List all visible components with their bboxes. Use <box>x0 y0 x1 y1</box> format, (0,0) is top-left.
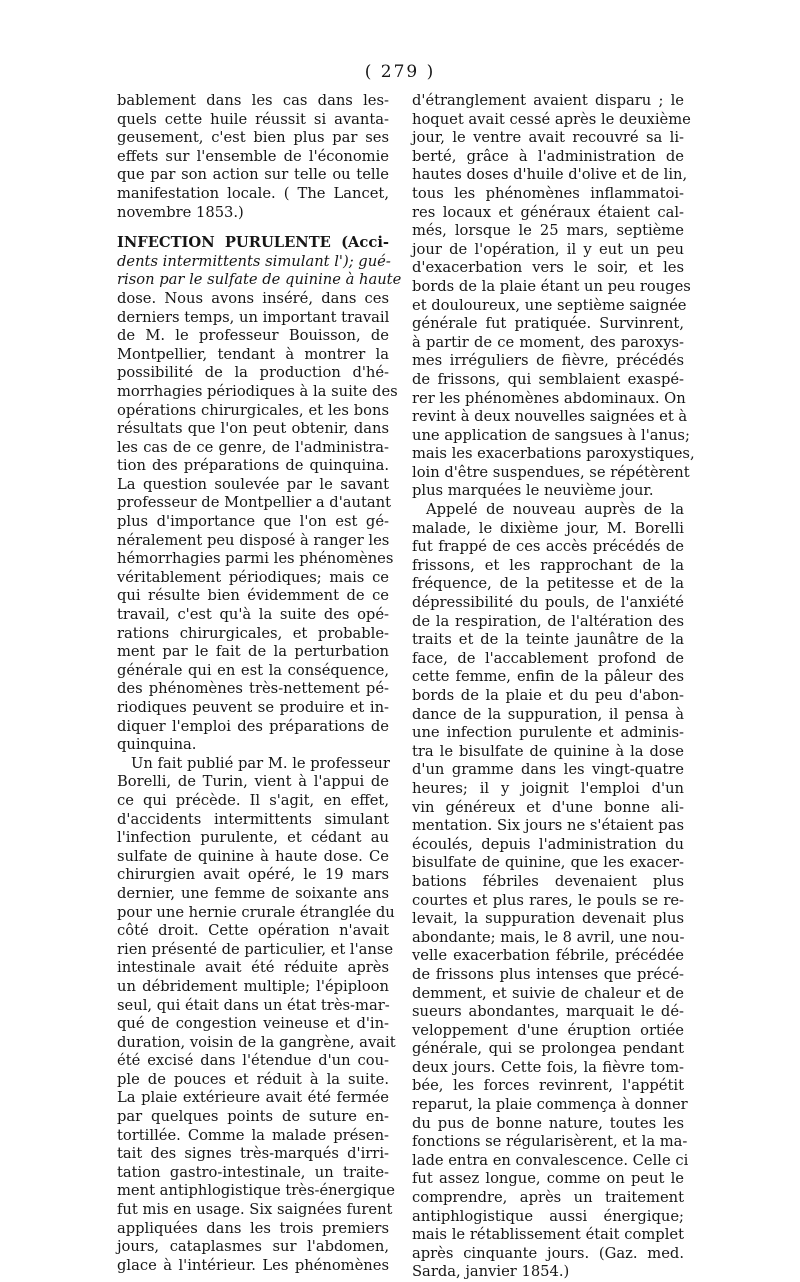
text-line: qué de congestion veineuse et d'in- <box>117 1015 389 1033</box>
text-line: chirurgien avait opéré, le 19 mars <box>117 866 389 884</box>
text-line: deux jours. Cette fois, la fièvre tom- <box>412 1058 684 1076</box>
text-line: écoulés, depuis l'administration du <box>412 835 684 853</box>
text-line: d'étranglement avaient disparu ; le <box>412 92 684 109</box>
text-line: abondante; mais, le 8 avril, une nou- <box>412 928 685 946</box>
text-line: novembre 1853.) <box>117 203 244 221</box>
text-line: revint à deux nouvelles saignées et à <box>412 408 688 426</box>
text-line: d'exacerbation vers le soir, et les <box>412 259 684 277</box>
text-line: res locaux et généraux étaient cal- <box>412 203 684 221</box>
text-line: jours, cataplasmes sur l'abdomen, <box>117 1238 389 1256</box>
text-line: Montpellier, tendant à montrer la <box>117 345 389 363</box>
paragraph-gap <box>117 222 389 234</box>
text-line: travail, c'est qu'à la suite des opé- <box>117 606 389 624</box>
text-line: demment, et suivie de chaleur et de <box>412 984 684 1002</box>
text-line: cette femme, enfin de la pâleur des <box>412 668 684 686</box>
text-line: rien présenté de particulier, et l'anse <box>117 940 394 958</box>
text-line: été excisé dans l'étendue d'un cou- <box>117 1052 389 1070</box>
text-line: courtes et plus rares, le pouls se re- <box>412 891 684 909</box>
text-line: fréquence, de la petitesse et de la <box>412 575 684 593</box>
text-line: mais les exacerbations paroxystiques, <box>412 445 695 463</box>
text-line: à partir de ce moment, des paroxys- <box>412 333 684 351</box>
text-line: fut assez longue, comme on peut le <box>412 1170 684 1188</box>
text-line: sulfate de quinine à haute dose. Ce <box>117 847 389 865</box>
text-line: reparut, la plaie commença à donner <box>412 1096 688 1114</box>
text-line: que par son action sur telle ou telle <box>117 166 389 184</box>
text-line: ment par le fait de la perturbation <box>117 643 389 661</box>
text-line: face, de l'accablement profond de <box>412 649 684 667</box>
right-column <box>412 92 695 1282</box>
text-line: heures; il y joignit l'emploi d'un <box>412 779 684 797</box>
text-line: tra le bisulfate de quinine à la dose <box>412 742 684 760</box>
text-line: bations fébriles devenaient plus <box>412 872 684 890</box>
text-line: morrhagies périodiques à la suite des <box>117 382 398 400</box>
text-line: veloppement d'une éruption ortiée <box>412 1021 684 1039</box>
text-line: de la respiration, de l'altération des <box>412 612 684 630</box>
text-line: derniers temps, un important travail <box>117 308 390 326</box>
text-line: résultats que l'on peut obtenir, dans <box>117 420 389 438</box>
text-line: La plaie extérieure avait été fermée <box>117 1089 389 1107</box>
text-line: jour de l'opération, il y eut un peu <box>412 240 684 258</box>
text-line: rer les phénomènes abdominaux. On <box>412 389 686 407</box>
text-line: opérations chirurgicales, et les bons <box>117 401 389 419</box>
text-line: tion des préparations de quinquina. <box>117 457 389 475</box>
text-line: ment antiphlogistique très-énergique <box>117 1182 395 1200</box>
text-line: néralement peu disposé à ranger les <box>117 531 390 549</box>
text-line: bords de la plaie étant un peu rouges <box>412 277 691 295</box>
text-line: intestinale avait été réduite après <box>117 959 389 977</box>
text-line: quels cette huile réussit si avanta- <box>117 110 389 128</box>
text-line: ple de pouces et réduit à la suite. <box>117 1070 389 1088</box>
text-line: plus marquées le neuvième jour. <box>412 482 654 500</box>
text-line: antiphlogistique aussi énergique; <box>412 1207 684 1225</box>
text-line: més, lorsque le 25 mars, septième <box>412 222 684 240</box>
text-line: Borelli, de Turin, vient à l'appui de <box>117 773 389 791</box>
text-line: jour, le ventre avait recouvré sa li- <box>412 129 684 147</box>
text-line: professeur de Montpellier a d'autant <box>117 494 391 512</box>
text-line: dents intermittents simulant l'); gué- <box>117 252 391 270</box>
text-line: l'infection purulente, et cédant au <box>117 829 389 847</box>
text-line: d'un gramme dans les vingt-quatre <box>412 761 684 779</box>
text-line: générale qui en est la conséquence, <box>117 661 389 679</box>
text-line: mais le rétablissement était complet <box>412 1226 684 1244</box>
text-line: tation gastro-intestinale, un traite- <box>117 1163 389 1181</box>
text-line: rations chirurgicales, et probable- <box>117 624 389 642</box>
text-line: dépressibilité du pouls, de l'anxiété <box>412 594 684 612</box>
text-line: ce qui précède. Il s'agit, en effet, <box>117 791 389 809</box>
text-line: mentation. Six jours ne s'étaient pas <box>412 817 684 835</box>
text-line: du pus de bonne nature, toutes les <box>412 1114 684 1132</box>
text-line: tous les phénomènes inflammatoi- <box>412 184 684 202</box>
text-line: véritablement périodiques; mais ce <box>117 568 389 586</box>
text-line: geusement, c'est bien plus par ses <box>117 129 389 147</box>
text-line: de M. le professeur Bouisson, de <box>117 327 389 345</box>
text-line: bisulfate de quinine, que les exacer- <box>412 854 684 872</box>
text-line: vin généreux et d'une bonne ali- <box>412 798 684 816</box>
text-line: possibilité de la production d'hé- <box>117 364 389 382</box>
text-line: sueurs abondantes, marquait le dé- <box>412 1003 684 1021</box>
text-line: effets sur l'ensemble de l'économie <box>117 147 389 165</box>
text-line: levait, la suppuration devenait plus <box>412 910 684 928</box>
text-line: les cas de ce genre, de l'administra- <box>117 438 389 456</box>
text-line: glace à l'intérieur. Les phénomènes <box>117 1256 389 1274</box>
text-line: frissons, et les rapprochant de la <box>412 556 684 574</box>
text-line: loin d'être suspendues, se répétèrent <box>412 463 690 481</box>
text-line: fut mis en usage. Six saignées furent <box>117 1201 393 1219</box>
text-line: quinquina. <box>117 736 197 754</box>
text-line: et douloureux, une septième saignée <box>412 296 687 314</box>
text-line: tait des signes très-marqués d'irri- <box>117 1145 389 1163</box>
text-line: Appelé de nouveau auprès de la <box>426 501 684 519</box>
text-line: côté droit. Cette opération n'avait <box>117 922 389 940</box>
text-line: après cinquante jours. (Gaz. med. <box>412 1244 684 1262</box>
text-line: générale, qui se prolongea pendant <box>412 1040 684 1058</box>
text-line: générale fut pratiquée. Survinrent, <box>412 315 684 333</box>
text-line: lade entra en convalescence. Celle ci <box>412 1151 689 1169</box>
text-line: hautes doses d'huile d'olive et de lin, <box>412 166 688 184</box>
text-line: hémorrhagies parmi les phénomènes <box>117 550 394 568</box>
text-line: un débridement multiple; l'épiploon <box>117 977 389 995</box>
text-line: de frissons plus intenses que précé- <box>412 965 684 983</box>
text-line: comprendre, après un traitement <box>412 1189 684 1207</box>
text-line: berté, grâce à l'administration de <box>412 147 684 165</box>
text-line: riodiques peuvent se produire et in- <box>117 699 389 716</box>
text-line: La question soulevée par le savant <box>117 475 389 493</box>
text-line: seul, qui était dans un état très-mar- <box>117 996 390 1014</box>
text-line: bée, les forces revinrent, l'appétit <box>412 1077 684 1095</box>
text-line: duration, voisin de la gangrène, avait <box>117 1033 396 1051</box>
text-line: qui résulte bien évidemment de ce <box>117 587 389 605</box>
text-line: INFECTION PURULENTE (Acci- <box>117 234 389 252</box>
text-line: manifestation locale. ( The Lancet, <box>117 184 389 202</box>
text-line: plus d'importance que l'on est gé- <box>117 513 389 531</box>
text-line: traits et de la teinte jaunâtre de la <box>412 631 684 649</box>
text-line: Sarda, janvier 1854.) <box>412 1263 570 1281</box>
text-line: une infection purulente et adminis- <box>412 724 684 742</box>
text-line: fut frappé de ces accès précédés de <box>412 538 684 556</box>
text-line: dernier, une femme de soixante ans <box>117 884 389 902</box>
text-line: diquer l'emploi des préparations de <box>117 717 389 735</box>
text-line: pour une hernie crurale étranglée du <box>117 903 395 921</box>
text-line: dance de la suppuration, il pensa à <box>412 705 684 723</box>
left-column <box>117 92 402 1275</box>
text-line: velle exacerbation fébrile, précédée <box>412 947 684 965</box>
text-line: tortillée. Comme la malade présen- <box>117 1126 389 1144</box>
text-line: de frissons, qui semblaient exaspé- <box>412 370 684 388</box>
text-line: malade, le dixième jour, M. Borelli <box>412 519 684 537</box>
text-line: mes irréguliers de fièvre, précédés <box>412 352 684 370</box>
page-number: ( 279 ) <box>364 62 436 82</box>
text-line: par quelques points de suture en- <box>117 1108 389 1126</box>
text-line: Un fait publié par M. le professeur <box>131 754 390 772</box>
text-line: fonctions se régularisèrent, et la ma- <box>412 1133 688 1151</box>
text-line: d'accidents intermittents simulant <box>117 810 389 828</box>
text-line: des phénomènes très-nettement pé- <box>117 680 389 698</box>
text-line: bablement dans les cas dans les- <box>117 92 389 109</box>
text-line: bords de la plaie et du peu d'abon- <box>412 687 684 704</box>
text-line: une application de sangsues à l'anus; <box>412 426 690 444</box>
text-line: appliquées dans les trois premiers <box>117 1219 389 1237</box>
text-line: dose. Nous avons inséré, dans ces <box>117 289 389 307</box>
text-line: hoquet avait cessé après le deuxième <box>412 110 691 128</box>
text-line: rison par le sulfate de quinine à haute <box>117 271 402 289</box>
